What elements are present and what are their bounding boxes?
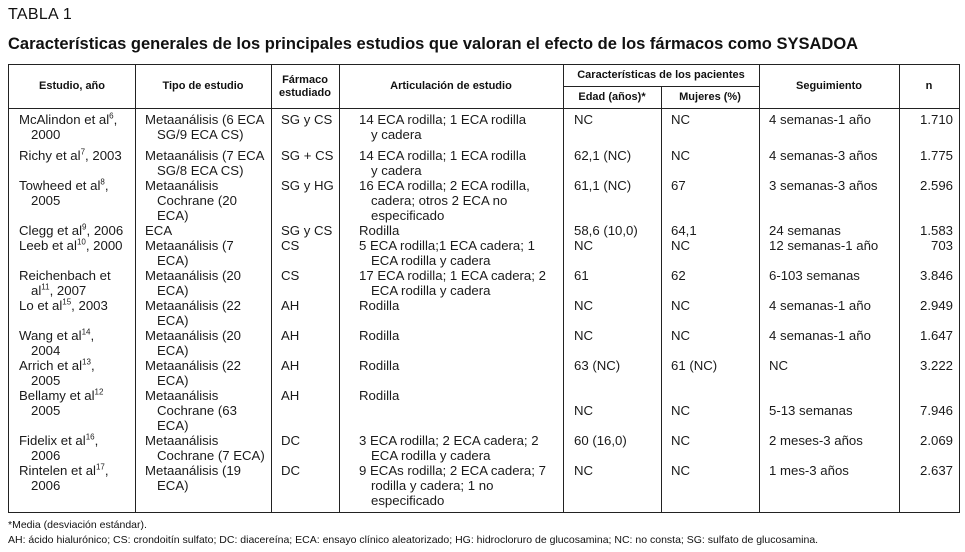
footnote-abbreviations: AH: ácido hialurónico; CS: crondoitín sulfato; DC: diacereína; ECA: ensayo clínico aleatorizado; HG: hidrocloruro de glucosamina; NC: no consta; SG: sulfato de glucosamina. (8, 534, 819, 546)
cell-joint-line: 17 ECA rodilla; 1 ECA cadera; 2 (359, 268, 546, 283)
cell-drug: DC (281, 463, 301, 478)
cell-women: NC (671, 238, 691, 253)
header-followup: Seguimiento (795, 80, 862, 92)
cell-study (19, 388, 103, 418)
table-label: TABLA 1 (8, 6, 73, 23)
cell-drug: CS (281, 238, 300, 253)
cell-n: 2.069 (919, 433, 953, 448)
cell-study (19, 178, 109, 208)
cell-drug: AH (281, 388, 300, 403)
table-header (9, 65, 959, 109)
cell-study-type-line: Metaanálisis (145, 388, 219, 403)
cell-study-type-line: ECA) (157, 208, 189, 223)
cell-study-type-line: Metaanálisis (145, 178, 219, 193)
cell-joint-line: especificado (371, 208, 445, 223)
cell-n: 703 (930, 238, 953, 253)
cell-study-type-line: Metaanálisis (22 (145, 298, 242, 313)
header-n: n (925, 80, 933, 92)
reference-number: 16 (85, 432, 95, 442)
cell-joint (359, 148, 526, 178)
cell-followup: NC (769, 358, 789, 373)
cell-study-type-line: Metaanálisis (7 ECA (145, 148, 265, 163)
header-drug-line1: Fármaco (282, 73, 328, 86)
cell-study-type-line: Metaanálisis (7 (145, 238, 234, 253)
cell-joint-line: 9 ECAs rodilla; 2 ECA cadera; 7 (359, 463, 546, 478)
cell-joint-line: ECA rodilla y cadera (371, 283, 491, 298)
cell-joint (359, 358, 399, 373)
cell-joint-line: Rodilla (359, 328, 400, 343)
reference-number: 11 (41, 282, 50, 292)
cell-study-type (145, 268, 241, 298)
cell-study-type-line: Metaanálisis (22 (145, 358, 242, 373)
cell-study-type (145, 388, 237, 433)
study-name-line: Bellamy et $al^{12}$ (19, 387, 104, 403)
cell-study-type (145, 178, 237, 223)
cell-study-type-line: Metaanálisis (6 ECA (145, 112, 265, 127)
cell-n: 1.583 (919, 223, 953, 238)
cell-women: NC (671, 148, 691, 163)
cell-joint-line: y cadera (371, 127, 422, 142)
header-women: Mujeres (%) (679, 91, 741, 103)
cell-women: 61 (NC) (671, 358, 718, 373)
cell-study-type-line: Metaanálisis (20 (145, 328, 242, 343)
study-name-line: Arrich et $al^{13}$, (19, 357, 95, 373)
cell-study-type (145, 328, 241, 358)
cell-study (19, 433, 98, 463)
cell-study (19, 238, 123, 253)
cell-joint-line: Rodilla (359, 298, 400, 313)
cell-study-type-line: ECA) (157, 373, 189, 388)
cell-study (19, 148, 122, 163)
header-drug-line2: estudiado (279, 86, 331, 99)
cell-n: 1.710 (919, 112, 953, 127)
study-name-line: Wang et $al^{14}$, (19, 327, 95, 343)
col-divider (135, 65, 136, 513)
cell-study-type (145, 148, 264, 178)
cell-drug: SG + CS (281, 148, 334, 163)
study-year-line: 2000 (31, 127, 61, 142)
cell-study-type-line: Metaanálisis (20 (145, 268, 242, 283)
cell-women: NC (671, 463, 691, 478)
study-name-line: Leeb et $al^{10}$, 2000 (19, 237, 123, 253)
cell-study (19, 223, 123, 238)
cell-followup: 24 semanas (769, 223, 841, 238)
study-name-line: Richy et $al^7$, 2003 (19, 147, 122, 163)
header-patients: Características de los pacientes (577, 69, 745, 81)
cell-women: 67 (671, 178, 686, 193)
reference-number: 13 (82, 357, 91, 367)
study-name-line: McAlindon et $al^6$, (19, 111, 118, 127)
cell-study-type-line: Metaanálisis (145, 433, 219, 448)
cell-joint-line: Rodilla (359, 223, 400, 238)
cell-study-type (145, 298, 241, 328)
cell-study (19, 112, 117, 142)
cell-age: NC (574, 403, 594, 418)
table-title: Características generales de los principales estudios que valoran el efecto de los fármacos como SYSADOA (8, 35, 859, 53)
cell-joint-line: 3 ECA rodilla; 2 ECA cadera; 2 (359, 433, 539, 448)
table-bottom-rule (8, 512, 960, 513)
study-name-line: Clegg et $al^9$, 2006 (19, 222, 124, 238)
cell-joint-line: Rodilla (359, 358, 400, 373)
cell-joint (359, 433, 539, 463)
cell-joint-line: 16 ECA rodilla; 2 ECA rodilla, (359, 178, 530, 193)
reference-number: 6 (109, 111, 114, 121)
study-name-line: Lo et $al^{15}$, 2003 (19, 297, 108, 313)
cell-followup: 6-103 semanas (769, 268, 860, 283)
cell-followup: 4 semanas-1 año (769, 112, 871, 127)
header-joint: Articulación de estudio (390, 80, 512, 92)
cell-joint (359, 388, 399, 403)
study-year-line: 2004 (31, 343, 61, 358)
study-name-line: Fidelix et $al^{16}$, (19, 432, 99, 448)
cell-study-type-line: ECA) (157, 283, 189, 298)
cell-followup: 2 meses-3 años (769, 433, 863, 448)
study-year-line: 2005 (31, 403, 61, 418)
cell-age: 62,1 (NC) (574, 148, 632, 163)
cell-study (19, 328, 94, 358)
cell-joint (359, 178, 530, 223)
cell-joint (359, 268, 546, 298)
header-drug (271, 65, 339, 108)
cell-drug: AH (281, 298, 300, 313)
cell-women: NC (671, 112, 691, 127)
cell-women: 64,1 (671, 223, 697, 238)
cell-joint (359, 463, 546, 508)
footnote-mean: *Media (desviación estándar). (8, 519, 147, 531)
cell-drug: AH (281, 328, 300, 343)
cell-followup: 5-13 semanas (769, 403, 853, 418)
cell-joint-line: 5 ECA rodilla;1 ECA cadera; 1 (359, 238, 535, 253)
cell-n: 2.596 (919, 178, 953, 193)
col-divider (759, 65, 760, 513)
cell-age: NC (574, 298, 594, 313)
cell-study (19, 358, 95, 388)
cell-n: 1.775 (919, 148, 953, 163)
cell-n: 2.637 (919, 463, 953, 478)
cell-study-type (145, 238, 234, 268)
cell-joint-line: Rodilla (359, 388, 400, 403)
cell-n: 1.647 (919, 328, 953, 343)
reference-number: 7 (80, 147, 86, 157)
cell-followup: 4 semanas-3 años (769, 148, 878, 163)
cell-age: NC (574, 238, 594, 253)
cell-joint-line: ECA rodilla y cadera (371, 253, 491, 268)
study-name-line: Reichenbach et (19, 268, 111, 283)
cell-joint-line: rodilla y cadera; 1 no (371, 478, 494, 493)
reference-number: 9 (82, 222, 87, 232)
cell-joint (359, 238, 535, 268)
cell-study-type-line: ECA (145, 223, 173, 238)
reference-number: 15 (62, 297, 72, 307)
cell-drug: SG y CS (281, 223, 333, 238)
cell-joint (359, 223, 399, 238)
reference-number: 12 (94, 387, 104, 397)
cell-study-type-line: ECA) (157, 418, 189, 433)
cell-drug: CS (281, 268, 300, 283)
cell-women: NC (671, 298, 691, 313)
cell-study-type (145, 358, 241, 388)
col-divider (661, 87, 662, 513)
cell-followup: 12 semanas-1 año (769, 238, 879, 253)
cell-drug: DC (281, 433, 301, 448)
study-year-line: 2005 (31, 373, 61, 388)
cell-drug: AH (281, 358, 300, 373)
header-age: Edad (años)* (578, 91, 646, 103)
cell-age: 60 (16,0) (574, 433, 627, 448)
cell-women: NC (671, 433, 691, 448)
cell-n: 2.949 (919, 298, 953, 313)
study-year-line: 2006 (31, 448, 61, 463)
study-name-line: Towheed et $al^8$, (19, 177, 109, 193)
cell-joint-line: especificado (371, 493, 445, 508)
cell-age: 61,1 (NC) (574, 178, 632, 193)
cell-joint (359, 112, 526, 142)
cell-age: 61 (574, 268, 589, 283)
cell-joint-line: 14 ECA rodilla; 1 ECA rodilla (359, 112, 527, 127)
cell-study-type (145, 463, 241, 493)
cell-age: NC (574, 112, 594, 127)
cell-study-type-line: Cochrane (63 (157, 403, 237, 418)
reference-number: 17 (95, 462, 105, 472)
header-study: Estudio, año (39, 80, 105, 92)
cell-joint-line: cadera; otros 2 ECA no (371, 193, 508, 208)
cell-study-type-line: SG/9 ECA CS) (157, 127, 244, 142)
cell-joint-line: ECA rodilla y cadera (371, 448, 491, 463)
cell-women: 62 (671, 268, 686, 283)
cell-age: NC (574, 328, 594, 343)
col-divider (563, 65, 564, 513)
cell-study-type-line: Cochrane (7 ECA) (157, 448, 265, 463)
col-divider (339, 65, 340, 513)
cell-study-type-line: Cochrane (20 (157, 193, 237, 208)
cell-n: 3.846 (919, 268, 953, 283)
study-name-line: Rintelen et $al^{17}$, (19, 462, 109, 478)
cell-study-type-line: ECA) (157, 253, 189, 268)
cell-n: 7.946 (919, 403, 953, 418)
cell-followup: 4 semanas-1 año (769, 328, 871, 343)
col-divider (271, 65, 272, 513)
cell-women: NC (671, 328, 691, 343)
cell-study-type-line: ECA) (157, 478, 189, 493)
header-type: Tipo de estudio (162, 80, 244, 92)
cell-age: NC (574, 463, 594, 478)
study-year-line: $al^{11}$, 2007 (31, 282, 87, 298)
cell-study-type (145, 112, 264, 142)
cell-study-type-line: ECA) (157, 343, 189, 358)
cell-study (19, 463, 109, 493)
cell-women: NC (671, 403, 691, 418)
cell-joint-line: 14 ECA rodilla; 1 ECA rodilla (359, 148, 527, 163)
cell-n: 3.222 (919, 358, 953, 373)
cell-followup: 1 mes-3 años (769, 463, 849, 478)
cell-study (19, 268, 111, 298)
reference-number: 8 (100, 177, 105, 187)
cell-joint-line: y cadera (371, 163, 422, 178)
studies-table (8, 64, 960, 513)
cell-drug: SG y HG (281, 178, 334, 193)
study-year-line: 2006 (31, 478, 61, 493)
cell-study-type (145, 433, 265, 463)
reference-number: 14 (81, 327, 91, 337)
cell-study-type-line: SG/8 ECA CS) (157, 163, 244, 178)
study-year-line: 2005 (31, 193, 61, 208)
reference-number: 10 (76, 237, 86, 247)
cell-age: 58,6 (10,0) (574, 223, 638, 238)
cell-joint (359, 328, 399, 343)
cell-study-type-line: Metaanálisis (19 (145, 463, 242, 478)
cell-study (19, 298, 108, 313)
cell-age: 63 (NC) (574, 358, 621, 373)
cell-drug: SG y CS (281, 112, 333, 127)
cell-study-type (145, 223, 172, 238)
cell-followup: 3 semanas-3 años (769, 178, 878, 193)
cell-joint (359, 298, 399, 313)
cell-followup: 4 semanas-1 año (769, 298, 871, 313)
cell-study-type-line: ECA) (157, 313, 189, 328)
